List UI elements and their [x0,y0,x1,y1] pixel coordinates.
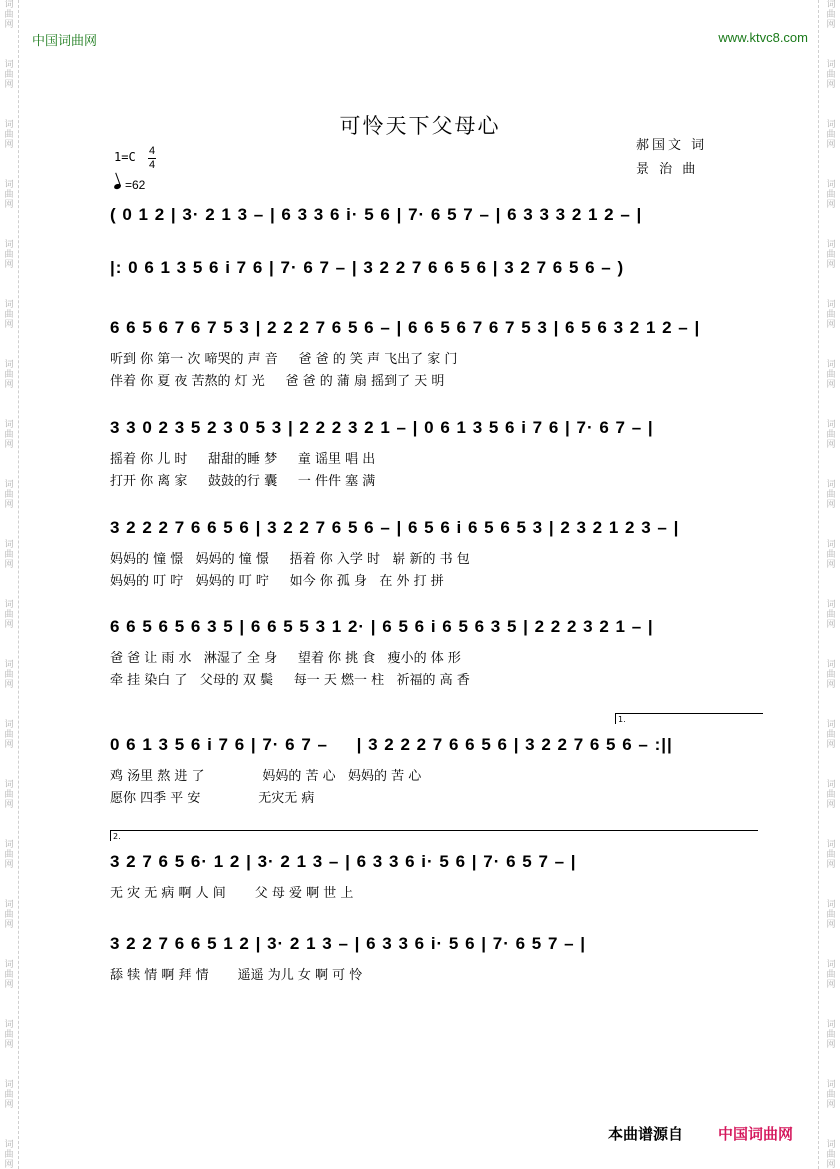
side-watermark-text: 词 曲 网 [826,120,836,150]
side-watermark-text: 词 曲 网 [4,1020,14,1050]
tempo-value: =62 [125,178,146,192]
side-watermark-text: 词 曲 网 [4,360,14,390]
side-watermark-text: 词 曲 网 [4,900,14,930]
first-ending-bracket: 1. [615,713,763,724]
side-watermark-text: 词 曲 网 [4,960,14,990]
side-watermark-text: 词 曲 网 [826,0,836,30]
lyric-line-2: 牵 挂 染白 了 父母的 双 鬓 每一 天 燃一 柱 祈福的 高 香 [110,673,470,688]
notation-line: |: 0 6 1 3 5 6 i 7 6 | 7· 6 7 – | 3 2 2 7 6 6 5 6 | 3 2 7 6 5 6 – ) [110,258,625,277]
side-watermark-text: 词 曲 网 [4,480,14,510]
side-watermark-text: 词 曲 网 [826,180,836,210]
lyric-line-2: 打开 你 离 家 鼓鼓的行 囊 一 件件 塞 满 [110,474,376,489]
notation-line: 3 2 2 7 6 6 5 1 2 | 3· 2 1 3 – | 6 3 3 6 i· 5 6 | 7· 6 5 7 – | [110,934,587,953]
side-watermark-text: 词 曲 网 [826,1140,836,1169]
time-signature-top: 4 [149,145,156,157]
lyric-line-2: 愿你 四季 平 安 无灾无 病 [110,791,315,806]
notation-line: 6 6 5 6 7 6 7 5 3 | 2 2 2 7 6 5 6 – | 6 6 5 6 7 6 7 5 3 | 6 5 6 3 2 1 2 – | [110,318,701,337]
side-watermark-text: 词 曲 网 [826,600,836,630]
side-watermark-text: 词 曲 网 [826,960,836,990]
composer-credit: 景 治 曲 [636,162,699,177]
side-watermark-left [2,0,16,1169]
footer-source-text: 本曲谱源自 [608,1125,684,1143]
lyric-line-1: 听到 你 第一 次 啼哭的 声 音 爸 爸 的 笑 声 飞出了 家 门 [110,352,458,367]
notation-line: ( 0 1 2 | 3· 2 1 3 – | 6 3 3 6 i· 5 6 | 7· 6 5 7 – | 6 3 3 3 2 1 2 – | [110,205,643,224]
side-watermark-text: 词 曲 网 [826,780,836,810]
side-watermark-text: 词 曲 网 [826,900,836,930]
quarter-note-icon [113,183,121,190]
lyric-line-1: 妈妈的 憧 憬 妈妈的 憧 憬 捂着 你 入学 时 崭 新的 书 包 [110,552,470,567]
score-row-7 [110,715,765,815]
side-watermark-text: 词 曲 网 [826,300,836,330]
side-watermark-text: 词 曲 网 [826,60,836,90]
side-watermark-text: 词 曲 网 [4,1080,14,1110]
side-watermark-text: 词 曲 网 [4,60,14,90]
right-dashed-border [818,0,819,1169]
lyric-line-1: 无 灾 无 病 啊 人 间 父 母 爱 啊 世 上 [110,886,354,901]
side-watermark-text: 词 曲 网 [4,120,14,150]
side-watermark-text: 词 曲 网 [4,180,14,210]
notation-line: 6 6 5 6 5 6 3 5 | 6 6 5 5 3 1 2· | 6 5 6 i 6 5 6 3 5 | 2 2 2 3 2 1 – | [110,617,654,636]
side-watermark-text: 词 曲 网 [4,720,14,750]
notation-line: 3 3 0 2 3 5 2 3 0 5 3 | 2 2 2 3 2 1 – | 0 6 1 3 5 6 i 7 6 | 7· 6 7 – | [110,418,654,437]
lyric-line-1: 舔 犊 情 啊 拜 情 遥遥 为儿 女 啊 可 怜 [110,968,363,983]
side-watermark-right [824,0,838,1169]
score-row-3 [110,318,765,398]
score-row-4 [110,418,765,498]
song-title: 可怜天下父母心 [339,114,501,138]
side-watermark-text: 词 曲 网 [826,720,836,750]
tempo-marking [114,178,145,192]
lyric-line-1: 摇着 你 儿 时 甜甜的睡 梦 童 谣里 唱 出 [110,452,376,467]
site-name[interactable]: 中国词曲网 [32,34,98,49]
side-watermark-text: 词 曲 网 [4,840,14,870]
site-url[interactable]: www.ktvc8.com [718,30,808,45]
footer-site-link[interactable]: 中国词曲网 [718,1125,794,1143]
left-dashed-border [18,0,19,1169]
side-watermark-text: 词 曲 网 [826,1020,836,1050]
side-watermark-text: 词 曲 网 [826,840,836,870]
score-row-9 [110,934,765,994]
side-watermark-text: 词 曲 网 [4,0,14,30]
notation-line: 0 6 1 3 5 6 i 7 6 | 7· 6 7 – | 3 2 2 2 7 6 6 5 6 | 3 2 2 7 6 5 6 – :|| [110,735,673,754]
side-watermark-text: 词 曲 网 [4,1140,14,1169]
side-watermark-text: 词 曲 网 [4,780,14,810]
lyric-line-1: 爸 爸 让 雨 水 淋湿了 全 身 望着 你 挑 食 瘦小的 体 形 [110,651,461,666]
side-watermark-text: 词 曲 网 [826,240,836,270]
side-watermark-text: 词 曲 网 [4,660,14,690]
time-signature [148,145,156,172]
notation-line: 3 2 2 2 7 6 6 5 6 | 3 2 2 7 6 5 6 – | 6 5 6 i 6 5 6 5 3 | 2 3 2 1 2 3 – | [110,518,680,537]
side-watermark-text: 词 曲 网 [4,420,14,450]
side-watermark-text: 词 曲 网 [4,300,14,330]
score-row-1 [110,205,765,255]
side-watermark-text: 词 曲 网 [826,480,836,510]
lyric-line-1: 鸡 汤里 熬 进 了 妈妈的 苦 心 妈妈的 苦 心 [110,769,422,784]
side-watermark-text: 词 曲 网 [826,540,836,570]
side-watermark-text: 词 曲 网 [826,360,836,390]
notation-line: 3 2 7 6 5 6· 1 2 | 3· 2 1 3 – | 6 3 3 6 i· 5 6 | 7· 6 5 7 – | [110,852,577,871]
second-ending-bracket: 2. [110,830,758,841]
score-row-6 [110,617,765,697]
lyric-line-2: 妈妈的 叮 咛 妈妈的 叮 咛 如今 你 孤 身 在 外 打 拼 [110,574,444,589]
side-watermark-text: 词 曲 网 [4,240,14,270]
side-watermark-text: 词 曲 网 [4,600,14,630]
side-watermark-text: 词 曲 网 [826,660,836,690]
side-watermark-text: 词 曲 网 [826,420,836,450]
lyricist-credit: 郝国文 词 [636,138,708,153]
time-signature-bottom: 4 [149,159,156,171]
score-row-2 [110,258,765,308]
side-watermark-text: 词 曲 网 [4,540,14,570]
side-watermark-text: 词 曲 网 [826,1080,836,1110]
lyric-line-2: 伴着 你 夏 夜 苦熬的 灯 光 爸 爸 的 蒲 扇 摇到了 天 明 [110,374,445,389]
score-row-5 [110,518,765,598]
key-signature: 1=C [114,150,136,164]
score-row-8 [110,832,765,912]
